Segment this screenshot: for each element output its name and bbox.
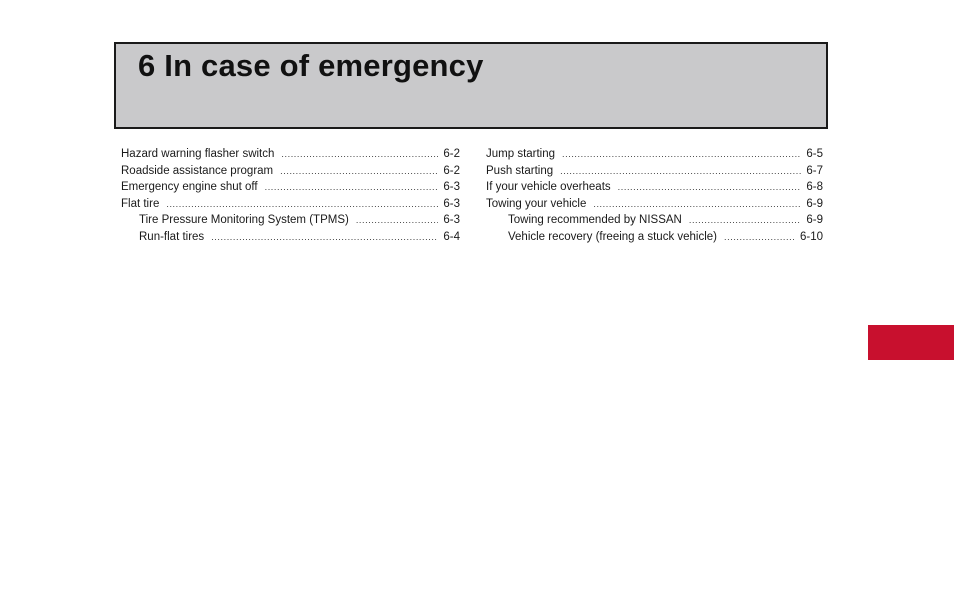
dot-leader bbox=[211, 229, 438, 246]
toc-entry-title: Towing recommended by NISSAN bbox=[508, 214, 682, 226]
dot-leader bbox=[281, 146, 438, 163]
toc-entry[interactable] bbox=[121, 163, 460, 180]
toc-entry-title: Emergency engine shut off bbox=[121, 181, 258, 193]
toc-entry-page: 6-9 bbox=[806, 214, 823, 226]
toc-entry[interactable] bbox=[121, 146, 460, 163]
toc-entry-page: 6-2 bbox=[443, 148, 460, 160]
dot-leader bbox=[593, 196, 801, 213]
dot-leader bbox=[689, 212, 802, 229]
toc-subentry[interactable] bbox=[121, 229, 460, 246]
toc-entry-title: Flat tire bbox=[121, 197, 160, 210]
toc-subentry[interactable] bbox=[486, 212, 823, 229]
toc-entry-page: 6-4 bbox=[443, 230, 460, 243]
toc-entry-page: 6-3 bbox=[443, 214, 460, 226]
toc-entry-title: Run-flat tires bbox=[139, 230, 205, 243]
toc-entry-page: 6-7 bbox=[806, 164, 823, 177]
toc-entry[interactable] bbox=[486, 163, 823, 180]
toc-entry-page: 6-3 bbox=[443, 197, 460, 210]
toc-entry[interactable] bbox=[121, 196, 460, 213]
toc-entry-page: 6-3 bbox=[443, 181, 460, 193]
toc-entry-title: If your vehicle overheats bbox=[486, 181, 611, 193]
toc-entry-page: 6-10 bbox=[799, 230, 823, 243]
toc-entry-page: 6-2 bbox=[443, 164, 460, 177]
toc-entry[interactable] bbox=[486, 179, 823, 196]
dot-leader bbox=[618, 179, 802, 196]
dot-leader bbox=[265, 179, 439, 196]
toc-entry-page: 6-8 bbox=[806, 181, 823, 193]
toc-right-column bbox=[486, 146, 823, 245]
toc-entry-title: Tire Pressure Monitoring System (TPMS) bbox=[139, 214, 349, 226]
chapter-thumb-tab bbox=[868, 325, 954, 360]
toc-entry-title: Towing your vehicle bbox=[486, 197, 587, 210]
dot-leader bbox=[562, 146, 801, 163]
toc-entry-title: Push starting bbox=[486, 164, 554, 177]
dot-leader bbox=[356, 212, 439, 229]
toc-entry[interactable] bbox=[486, 196, 823, 213]
dot-leader bbox=[166, 196, 438, 213]
chapter-header bbox=[114, 42, 828, 129]
toc-entry-title: Jump starting bbox=[486, 148, 556, 160]
dot-leader bbox=[560, 163, 801, 180]
toc-subentry[interactable] bbox=[486, 229, 823, 246]
toc-subentry[interactable] bbox=[121, 212, 460, 229]
toc-entry-title: Roadside assistance program bbox=[121, 164, 274, 177]
toc-entry[interactable] bbox=[486, 146, 823, 163]
toc-entry-title: Vehicle recovery (freeing a stuck vehicle) bbox=[508, 230, 718, 243]
toc-entry-page: 6-9 bbox=[806, 197, 823, 210]
dot-leader bbox=[724, 229, 795, 246]
dot-leader bbox=[280, 163, 438, 180]
toc-entry-page: 6-5 bbox=[806, 148, 823, 160]
toc-entry-title: Hazard warning flasher switch bbox=[121, 148, 275, 160]
toc-left-column bbox=[121, 146, 460, 245]
chapter-title: 6 In case of emergency bbox=[138, 48, 484, 83]
toc-entry[interactable] bbox=[121, 179, 460, 196]
